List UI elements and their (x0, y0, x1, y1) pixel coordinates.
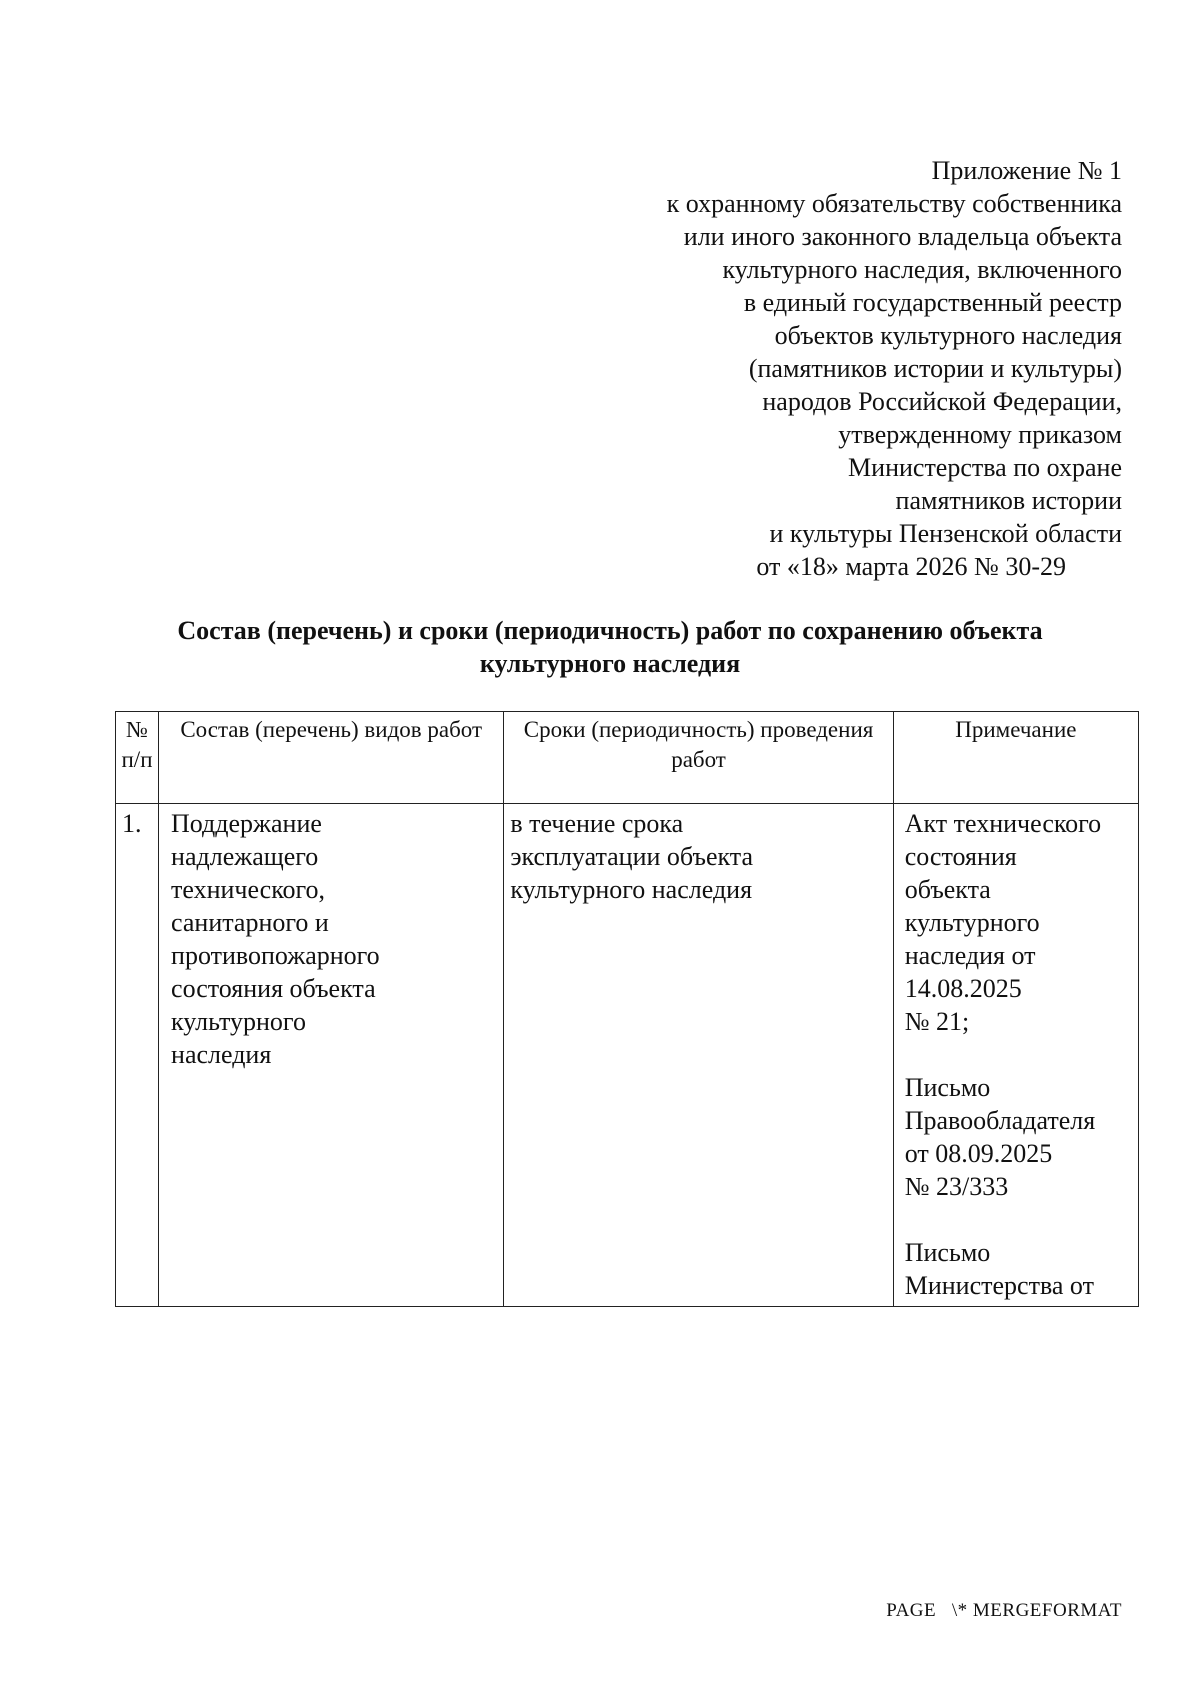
appendix-line: или иного законного владельца объекта (683, 222, 1122, 251)
document-title-line-1: Состав (перечень) и сроки (периодичность) работ по сохранению объекта (177, 616, 1043, 645)
header-note: Примечание (893, 712, 1138, 804)
table-header-row (116, 712, 1139, 804)
appendix-line: (памятников истории и культуры) (748, 354, 1122, 383)
header-num: № п/п (116, 712, 159, 804)
row-note (893, 804, 1138, 1307)
note-ministry-letter: Письмо Министерства от (904, 1238, 1094, 1300)
appendix-line: Приложение № 1 (931, 156, 1122, 185)
appendix-line: народов Российской Федерации, (762, 387, 1122, 416)
appendix-line: культурного наследия, включенного (722, 255, 1122, 284)
appendix-order-date: от «18» марта 2026 № 30-29 (756, 552, 1066, 581)
appendix-line: в единый государственный реестр (743, 288, 1122, 317)
appendix-line: памятников истории (895, 486, 1122, 515)
document-title (110, 614, 1110, 680)
appendix-line: к охранному обязательству собственника (666, 189, 1122, 218)
appendix-line: и культуры Пензенской области (769, 519, 1122, 548)
header-term: Сроки (периодичность) проведения работ (504, 712, 893, 804)
note-act: Акт технического состояния объекта культурного наследия от 14.08.2025 № 21; (904, 809, 1102, 1036)
appendix-block (402, 154, 1122, 583)
appendix-line: Министерства по охране (848, 453, 1122, 482)
page-field-footer: PAGE \* MERGEFORMAT (886, 1600, 1122, 1621)
table-row (116, 804, 1139, 1307)
works-table (115, 711, 1139, 1307)
row-num: 1. (116, 804, 159, 1307)
row-work: Поддержание надлежащего технического, санитарного и противопожарного состояния объекта культурного наследия (171, 809, 380, 1069)
document-title-line-2: культурного наследия (479, 649, 741, 678)
row-term: в течение срока эксплуатации объекта культурного наследия (510, 809, 753, 904)
header-work: Состав (перечень) видов работ (159, 712, 504, 804)
note-owner-letter: Письмо Правообладателя от 08.09.2025 № 23/333 (904, 1073, 1096, 1201)
appendix-line: утвержденному приказом (838, 420, 1122, 449)
appendix-line: объектов культурного наследия (774, 321, 1122, 350)
